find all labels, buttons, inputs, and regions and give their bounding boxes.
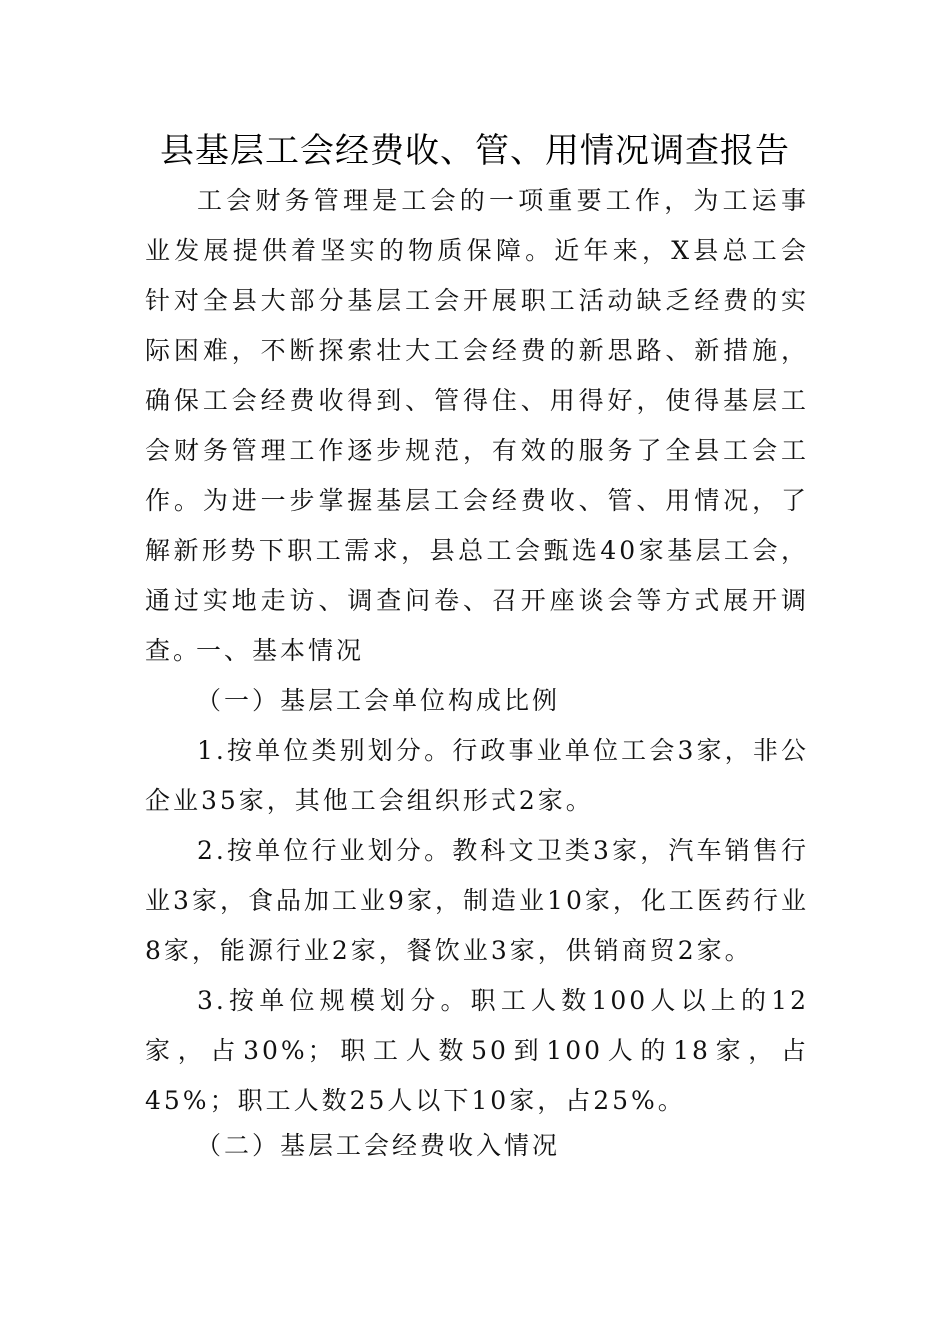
subsection-heading-income: （二）基层工会经费收入情况	[196, 1131, 561, 1160]
list-item-by-category: 1.按单位类别划分。行政事业单位工会3家，非公企业35家，其他工会组织形式2家。	[145, 736, 809, 815]
list-item-by-scale: 3.按单位规模划分。职工人数100人以上的12家，占30%；职工人数50到100人的18家，占45%；职工人数25人以下10家，占25%。	[145, 986, 809, 1115]
subsection-heading-composition: （一）基层工会单位构成比例	[196, 686, 561, 715]
list-item-by-industry: 2.按单位行业划分。教科文卫类3家，汽车销售行业3家，食品加工业9家，制造业10家，化工医药行业8家，能源行业2家，餐饮业3家，供销商贸2家。	[145, 836, 809, 965]
document-title: 县基层工会经费收、管、用情况调查报告	[160, 131, 790, 171]
intro-paragraph: 工会财务管理是工会的一项重要工作，为工运事业发展提供着坚实的物质保障。近年来，X县总工会针对全县大部分基层工会开展职工活动缺乏经费的实际困难，不断探索壮大工会经费的新思路、新措施，确保工会经费收得到、管得住、用得好，使得基层工会财务管理工作逐步规范，有效的服务了全县工会工作。为进一步掌握基层工会经费收、管、用情况，了解新形势下职工需求，县总工会甄选40家基层工会，通过实地走访、调查问卷、召开座谈会等方式展开调查。	[145, 186, 809, 665]
section-heading-basic-situation: 一、基本情况	[196, 636, 365, 665]
